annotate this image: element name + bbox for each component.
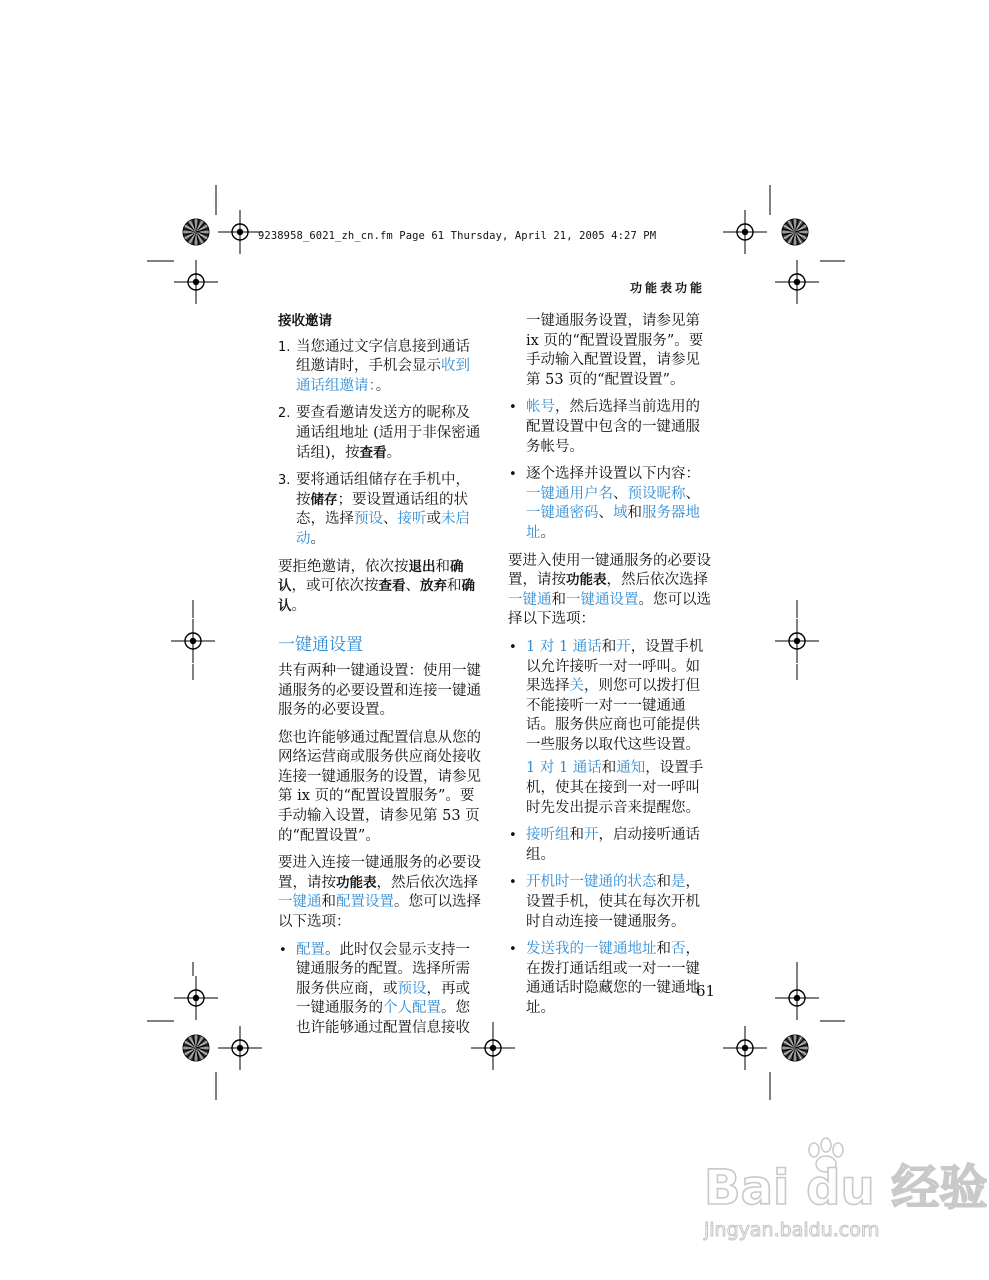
bullet-dot: • (509, 639, 517, 655)
subheading-receive-invite: 接收邀请 (278, 313, 332, 329)
bullet-dot: • (509, 828, 517, 844)
text-run: 、 (613, 485, 628, 502)
bullet-item (508, 465, 712, 543)
menu-term: 配置设置 (336, 894, 394, 911)
bullet-text (526, 466, 700, 541)
text-run: 。 (375, 377, 391, 394)
menu-term: 一键通用户名 (526, 485, 613, 502)
registration-dot (193, 995, 199, 1001)
registration-dot (237, 1045, 243, 1051)
bullet-text (296, 942, 470, 1036)
bullet-dot: • (509, 467, 517, 483)
text-run: 。 (310, 530, 325, 547)
bullet-item (508, 398, 712, 457)
key-label: 确认 (278, 578, 475, 614)
text-run: 。您可以选择以下选项： (508, 591, 711, 628)
left-column (278, 312, 484, 1047)
bullet-text (526, 874, 700, 929)
key-label: 储存 (310, 491, 338, 508)
text-run: 、 (598, 505, 613, 522)
text-run: ，然后依次选择 (376, 874, 478, 891)
reject-paragraph (278, 558, 484, 617)
registration-dot (237, 229, 243, 235)
registration-dot (193, 279, 199, 285)
menu-term: 是 (671, 874, 686, 891)
text-run: 、 (685, 485, 700, 502)
bullet-item (508, 826, 712, 865)
text-run: 。 (540, 524, 555, 541)
text-run: 。此时仅会显示支持一键通服务的配置。选择所需服务供应商，或 (296, 941, 470, 997)
bullet-item (508, 940, 712, 1018)
text-run: 和 (551, 591, 566, 608)
section-title: 一键通设置 (278, 635, 363, 656)
key-label: 查看 (359, 444, 387, 461)
step-item (278, 404, 484, 463)
watermark-brand: Bai du 经验 (704, 1160, 988, 1216)
bullet-dot: • (509, 942, 517, 958)
menu-term: 开机时一键通的状态 (526, 874, 657, 891)
menu-term: 帐号 (526, 399, 555, 416)
bullet-item (508, 873, 712, 932)
menu-term: 一键通 (508, 591, 552, 608)
text-run: 、 (383, 511, 398, 528)
text-run: 和 (627, 505, 642, 522)
bullet-text (526, 827, 700, 863)
text-run: 。您也许能够通过配置信息接收 (296, 1000, 470, 1036)
text-run: 、 (405, 578, 420, 595)
text-run: ，或可依次按 (291, 578, 379, 595)
menu-term: 服务器地址 (526, 505, 700, 541)
text-run: 和 (601, 760, 617, 777)
bullet-text (526, 639, 703, 753)
menu-term: 收到通话组邀请： (296, 358, 470, 394)
text-run: 共有两种一键通设置：使用一键通服务的必要设置和连接一键通服务的必要设置。 (278, 662, 481, 719)
bullet-item (508, 638, 712, 818)
registration-dot (742, 1045, 748, 1051)
text-run: ，则您可以拨打但不能接听一对一一键通通话。服务供应商也可能提供一些服务以取代这些设置。 (526, 678, 700, 753)
menu-term: 开 (584, 827, 599, 844)
menu-term: 一键通 (278, 894, 322, 911)
bullet-text (526, 941, 700, 1016)
text-run: 您也许能够通过配置信息从您的网络运营商或服务供应商处接收连接一键通服务的设置，请参见第 ix 页的“配置设置服务”。要手动输入设置，请参见第 53 页的“配置设置”。 (278, 729, 481, 844)
menu-term: 否 (671, 941, 686, 958)
text-run: 要进入使用一键通服务的必要设置，请按 (508, 552, 711, 589)
bullet-dot: • (509, 400, 517, 416)
text-run: 逐个选择并设置以下内容： (526, 466, 700, 483)
menu-term: 1 对 1 通话 (526, 638, 602, 655)
menu-term: 关 (569, 678, 584, 695)
key-label: 查看 (378, 578, 406, 595)
print-info-line: 9238958_6021_zh_cn.fm Page 61 Thursday, April 21, 2005 4:27 PM (258, 230, 657, 242)
key-label: 确认 (278, 558, 464, 595)
body-paragraph (508, 552, 712, 630)
text-run: 或 (426, 511, 441, 528)
bullet-item (278, 941, 484, 1039)
menu-term: 接听组 (526, 827, 570, 844)
step-text (296, 339, 470, 394)
menu-term: 个人配置 (383, 1000, 441, 1017)
page-number: 61 (696, 982, 716, 1000)
menu-term: 域 (613, 505, 628, 522)
registration-dot (742, 229, 748, 235)
registration-dot (490, 1045, 496, 1051)
invite-steps (278, 338, 484, 550)
menu-term: 配置 (296, 941, 325, 958)
continuation-paragraph (508, 312, 712, 390)
key-label: 功能表 (566, 572, 607, 589)
text-run: 要查看邀请发送方的昵称及通话组地址 (适用于非保密通话组)，按 (296, 405, 481, 461)
registration-dot (794, 995, 800, 1001)
body-paragraph (278, 662, 484, 721)
text-run: 和 (656, 941, 671, 958)
step-item (278, 471, 484, 549)
text-run: 和 (569, 827, 584, 844)
menu-term: 一键通密码 (526, 505, 599, 522)
menu-term: 未启动 (296, 511, 470, 547)
step-number: 2. (278, 406, 291, 422)
text-run: 要将通话组储存在手机中，按 (296, 472, 470, 508)
body-paragraph (278, 729, 484, 847)
key-label: 放弃 (420, 578, 447, 595)
bullet-text (526, 399, 700, 454)
menu-term: 预设昵称 (627, 485, 686, 502)
text-run: 。您可以选择以下选项： (278, 894, 481, 931)
text-run: ，然后依次选择 (606, 572, 708, 589)
text-run: 当您通过文字信息接到通话组邀请时，手机会显示 (296, 338, 470, 375)
menu-term: 1 对 1 通话 (526, 760, 602, 777)
menu-term: 预设 (397, 980, 427, 997)
registration-dot (794, 279, 800, 285)
text-run: ；要设置通话组的状态，选择 (296, 491, 468, 528)
text-run: 要拒绝邀请，依次按 (278, 558, 409, 575)
watermark-url: jingyan.baidu.com (704, 1219, 880, 1241)
menu-term: 一键通设置 (566, 591, 639, 608)
text-run: 和 (601, 638, 617, 655)
menu-term: 发送我的一键通地址 (526, 941, 657, 958)
text-run: 和 (435, 558, 450, 575)
text-run: ，在拨打通话组或一对一一键通通话时隐藏您的一键通地址。 (526, 941, 700, 1016)
step-item (278, 338, 484, 397)
page-header: 功能表功能 (630, 281, 706, 295)
text-run: ，再或一键通服务的 (296, 980, 470, 1017)
step-number: 1. (278, 339, 291, 355)
text-run: ，设置手机以允许接听一对一呼叫。如果选择 (526, 638, 704, 695)
registration-dot (190, 638, 196, 644)
text-run: 一键通服务设置，请参见第 ix 页的“配置设置服务”。要手动输入配置设置，请参见第 53 页的“配置设置”。 (526, 313, 704, 388)
right-column (508, 312, 712, 1027)
text-run: 。 (386, 444, 402, 461)
text-run: 。 (291, 597, 306, 614)
text-run: 和 (321, 894, 336, 911)
text-run: 和 (447, 578, 462, 595)
bullet-dot: • (279, 942, 287, 958)
menu-term: 开 (616, 638, 631, 655)
step-number: 3. (278, 473, 291, 489)
text-run: ，启动接听通话组。 (526, 827, 700, 863)
bullet-dot: • (509, 875, 517, 891)
menu-term: 通知 (616, 760, 646, 777)
bullet-subparagraph (526, 759, 712, 818)
key-label: 功能表 (336, 874, 377, 891)
step-text (296, 405, 480, 460)
key-label: 退出 (408, 558, 436, 575)
body-paragraph (278, 854, 484, 932)
menu-term: 接听 (397, 511, 427, 528)
text-run: ，然后选择当前选用的配置设置中包含的一键通服务帐号。 (526, 399, 700, 455)
text-run: ，设置手机，使其在每次开机时自动连接一键通服务。 (526, 874, 700, 930)
baidu-jingyan-watermark (702, 1136, 988, 1246)
text-run: ，设置手机，使其在接到一对一呼叫时先发出提示音来提醒您。 (526, 760, 704, 816)
text-run: 和 (656, 874, 671, 891)
registration-dot (794, 638, 800, 644)
menu-term: 预设 (354, 511, 383, 528)
step-text (296, 472, 470, 547)
text-run: 要进入连接一键通服务的必要设置，请按 (278, 855, 481, 891)
